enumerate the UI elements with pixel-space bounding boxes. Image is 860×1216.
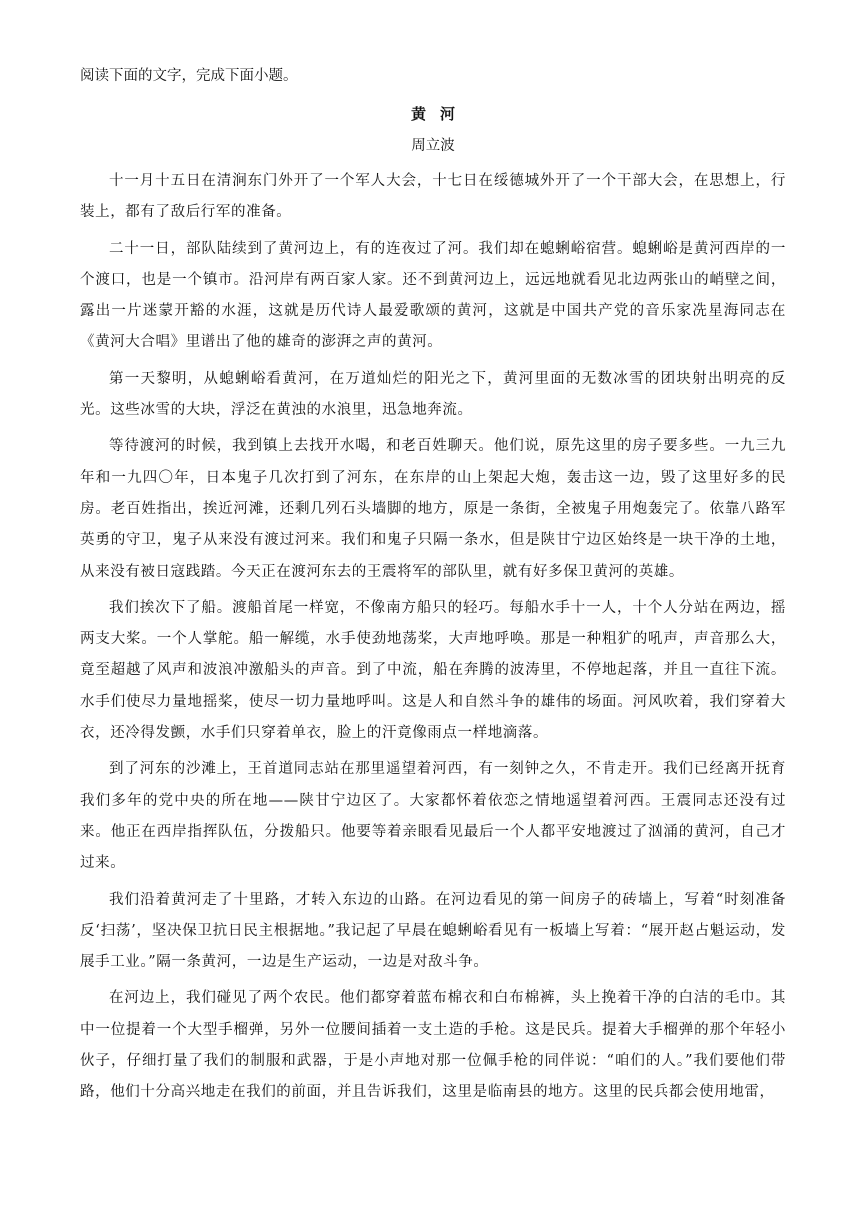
article-paragraph: 十一月十五日在清涧东门外开了一个军人大会，十七日在绥德城外开了一个干部大会，在思想上，行装上，都有了敌后行军的准备。 (80, 173, 786, 221)
article-paragraph: 我们沿着黄河走了十里路，才转入东边的山路。在河边看见的第一间房子的砖墙上，写着“时刻准备反‘扫荡’，坚决保卫抗日民主根据地。”我记起了早晨在螅蜊峪看见有一板墙上写着：“展开赵占魁运动，发展手工业。”隔一条黄河，一边是生产运动，一边是对敌斗争。 (80, 891, 786, 971)
article-paragraph: 在河边上，我们碰见了两个农民。他们都穿着蓝布棉衣和白布棉裤，头上挽着干净的白洁的毛巾。其中一位提着一个大型手榴弹，另外一位腰间插着一支土造的手枪。这是民兵。提着大手榴弹的那个年轻小伙子，仔细打量了我们的制服和武器，于是小声地对那一位佩手枪的同伴说：“咱们的人。”我们要他们带路，他们十分高兴地走在我们的前面，并且告诉我们，这里是临南县的地方。这里的民兵都会使用地雷， (80, 990, 786, 1101)
article-paragraph: 二十一日，部队陆续到了黄河边上，有的连夜过了河。我们却在螅蜊峪宿营。螅蜊峪是黄河西岸的一个渡口，也是一个镇市。沿河岸有两百家人家。还不到黄河边上，远远地就看见北边两张山的峭壁之间，露出一片迷蒙开豁的水涯，这就是历代诗人最爱歌颂的黄河，这就是中国共产党的音乐家冼星海同志在《黄河大合唱》里谱出了他的雄奇的澎湃之声的黄河。 (80, 240, 786, 351)
article-body (80, 166, 786, 1109)
question-instruction: 阅读下面的文字，完成下面小题。 (80, 68, 298, 84)
document-page (80, 66, 786, 1114)
article-author: 周立波 (411, 138, 455, 154)
article-paragraph: 第一天黎明，从螅蜊峪看黄河，在万道灿烂的阳光之下，黄河里面的无数冰雪的团块射出明亮的反光。这些冰雪的大块，浮泛在黄浊的水浪里，迅急地奔流。 (80, 370, 786, 419)
article-paragraph: 我们挨次下了船。渡船首尾一样宽，不像南方船只的轻巧。每船水手十一人，十个人分站在两边，摇两支大桨。一个人掌舵。船一解缆，水手使劲地荡桨，大声地呼唤。那是一种粗犷的吼声，声音那么大，竟至超越了风声和波浪冲激船头的声音。到了中流，船在奔腾的波涛里，不停地起落，并且一直往下流。水手们使尽力量地摇桨，使尽一切力量地呼叫。这是人和自然斗争的雄伟的场面。河风吹着，我们穿着大衣，还冷得发颤，水手们只穿着单衣，脸上的汗竟像雨点一样地滴落。 (80, 599, 786, 742)
article-title: 黄河 (410, 105, 469, 123)
article-paragraph: 等待渡河的时候，我到镇上去找开水喝，和老百姓聊天。他们说，原先这里的房子要多些。一九三九年和一九四〇年，日本鬼子几次打到了河东，在东岸的山上架起大炮，轰击这一边，毁了这里好多的民房。老百姓指出，挨近河滩，还剩几列石头墙脚的地方，原是一条街，全被鬼子用炮轰完了。依靠八路军英勇的守卫，鬼子从来没有渡过河来。我们和鬼子只隔一条水，但是陕甘宁边区始终是一块干净的土地，从来没有被日寇践踏。今天正在渡河东去的王震将军的部队里，就有好多保卫黄河的英雄。 (80, 438, 786, 580)
article-paragraph: 到了河东的沙滩上，王首道同志站在那里遥望着河西，有一刻钟之久，不肯走开。我们已经离开抚育我们多年的党中央的所在地——陕甘宁边区了。大家都怀着依恋之情地遥望着河西。王震同志还没有过来。他正在西岸指挥队伍，分拨船只。他要等着亲眼看见最后一个人都平安地渡过了汹涌的黄河，自己才过来。 (80, 761, 786, 872)
